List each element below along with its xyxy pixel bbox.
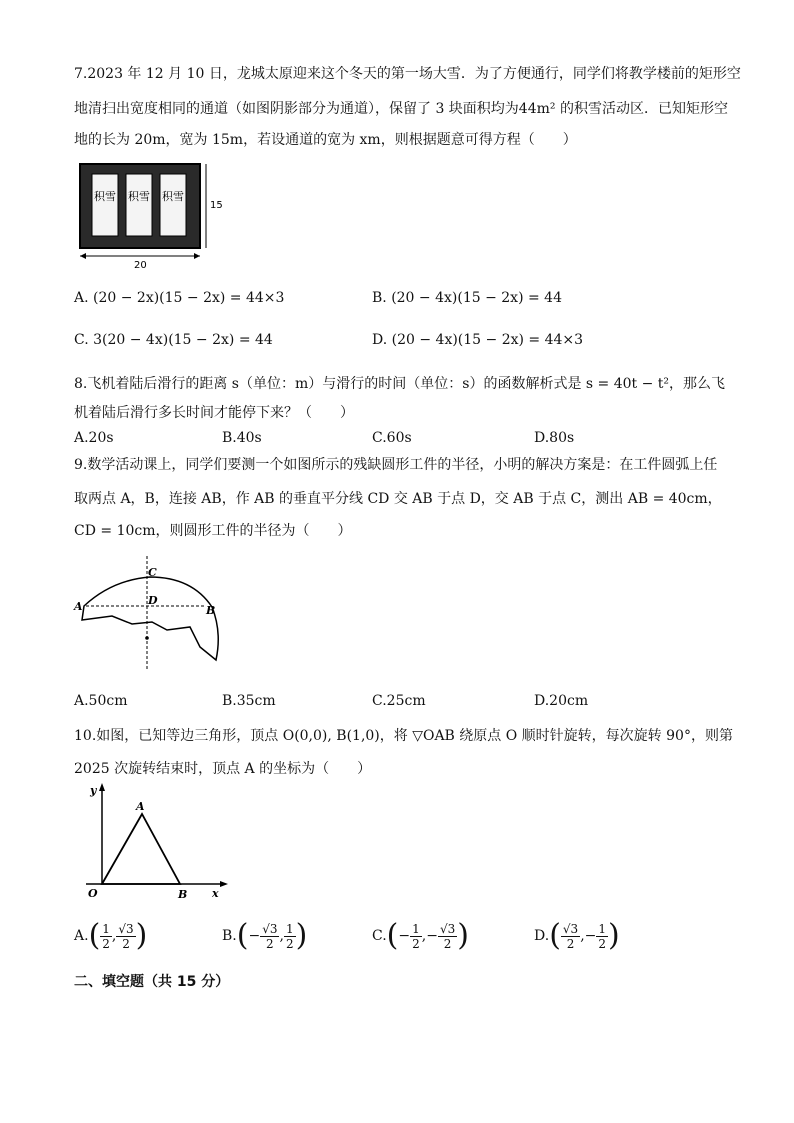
snow-label-2: 积雪 [128, 190, 150, 203]
q10-option-a[interactable]: A.( $\frac{1}{2}$ , $\frac{√3}{2}$ ) [74, 918, 148, 953]
label-b: B [206, 604, 216, 617]
center-dot [145, 636, 149, 640]
q7-option-d[interactable]: D. (20 − 4x)(15 − 2x) = 44×3 [372, 332, 584, 348]
q7-option-b[interactable]: B. (20 − 4x)(15 − 2x) = 44 [372, 290, 562, 306]
q9-option-d[interactable]: D.20cm [534, 693, 589, 709]
q7-text-line1: 7.2023 年 12 月 10 日，龙城太原迎来这个冬天的第一场大雪．为了方便通行，同学们将教学楼前的矩形空 [74, 66, 741, 82]
label-c: C [148, 566, 157, 579]
q7-text-line3: 地的长为 20m，宽为 15m，若设通道的宽为 xm，则根据题意可得方程（ ） [74, 132, 577, 148]
section-2-heading: 二、填空题（共 15 分） [74, 974, 230, 990]
label-y: y [90, 784, 97, 797]
q8-text-line1: 8.飞机着陆后滑行的距离 s（单位：m）与滑行的时间（单位：s）的函数解析式是 s = 40t − t²，那么飞 [74, 376, 726, 392]
q10-triangle-figure [76, 780, 236, 904]
snow-block-2 [126, 174, 152, 236]
q9-broken-circle-figure [72, 552, 232, 674]
triangle-oab [102, 814, 180, 884]
q8-option-d[interactable]: D.80s [534, 430, 575, 446]
label-d: D [148, 594, 158, 607]
q7-snow-field-figure [74, 160, 234, 270]
q8-option-c[interactable]: C.60s [372, 430, 412, 446]
q10-option-d[interactable]: D.( $\frac{√3}{2}$ ,− $\frac{1}{2}$ ) [534, 918, 620, 953]
label-a: A [136, 800, 145, 813]
q7-option-a[interactable]: A. (20 − 2x)(15 − 2x) = 44×3 [74, 290, 285, 306]
q10-text-line1: 10.如图，已知等边三角形，顶点 O(0,0), B(1,0)，将 ▽OAB 绕原点 O 顺时针旋转，每次旋转 90°，则第 [74, 728, 733, 744]
q9-text-line2: 取两点 A，B，连接 AB，作 AB 的垂直平分线 CD 交 AB 于点 D，交 AB 于点 C，测出 AB = 40cm， [74, 491, 722, 507]
q10-text-line2: 2025 次旋转结束时，顶点 A 的坐标为（ ） [74, 761, 372, 777]
label-a: A [74, 600, 83, 613]
height-label: 15 [210, 200, 223, 211]
snow-block-1 [92, 174, 118, 236]
q9-option-a[interactable]: A.50cm [74, 693, 128, 709]
snow-block-3 [160, 174, 186, 236]
q10-option-c[interactable]: C.(− $\frac{1}{2}$ ,− $\frac{√3}{2}$ ) [372, 918, 469, 953]
label-b: B [178, 888, 188, 901]
q9-text-line1: 9.数学活动课上，同学们要测一个如图所示的残缺圆形工件的半径，小明的解决方案是：在工件圆弧上任 [74, 457, 718, 473]
snow-label-3: 积雪 [162, 190, 184, 203]
q9-option-c[interactable]: C.25cm [372, 693, 426, 709]
q8-option-a[interactable]: A.20s [74, 430, 114, 446]
q8-option-b[interactable]: B.40s [222, 430, 262, 446]
q9-text-line3: CD = 10cm，则圆形工件的半径为（ ） [74, 523, 352, 539]
snow-label-1: 积雪 [94, 190, 116, 203]
q7-text-line2: 地清扫出宽度相同的通道（如图阴影部分为通道），保留了 3 块面积均为44m² 的积雪活动区．已知矩形空 [74, 101, 728, 117]
q7-option-c[interactable]: C. 3(20 − 4x)(15 − 2x) = 44 [74, 332, 273, 348]
label-x: x [212, 887, 219, 900]
workpiece-outline [82, 577, 218, 660]
q10-option-b[interactable]: B.(− $\frac{√3}{2}$ , $\frac{1}{2}$ ) [222, 918, 308, 953]
label-o: O [88, 887, 98, 900]
width-label: 20 [134, 260, 147, 270]
q9-option-b[interactable]: B.35cm [222, 693, 276, 709]
q8-text-line2: 机着陆后滑行多长时间才能停下来？（ ） [74, 405, 354, 421]
